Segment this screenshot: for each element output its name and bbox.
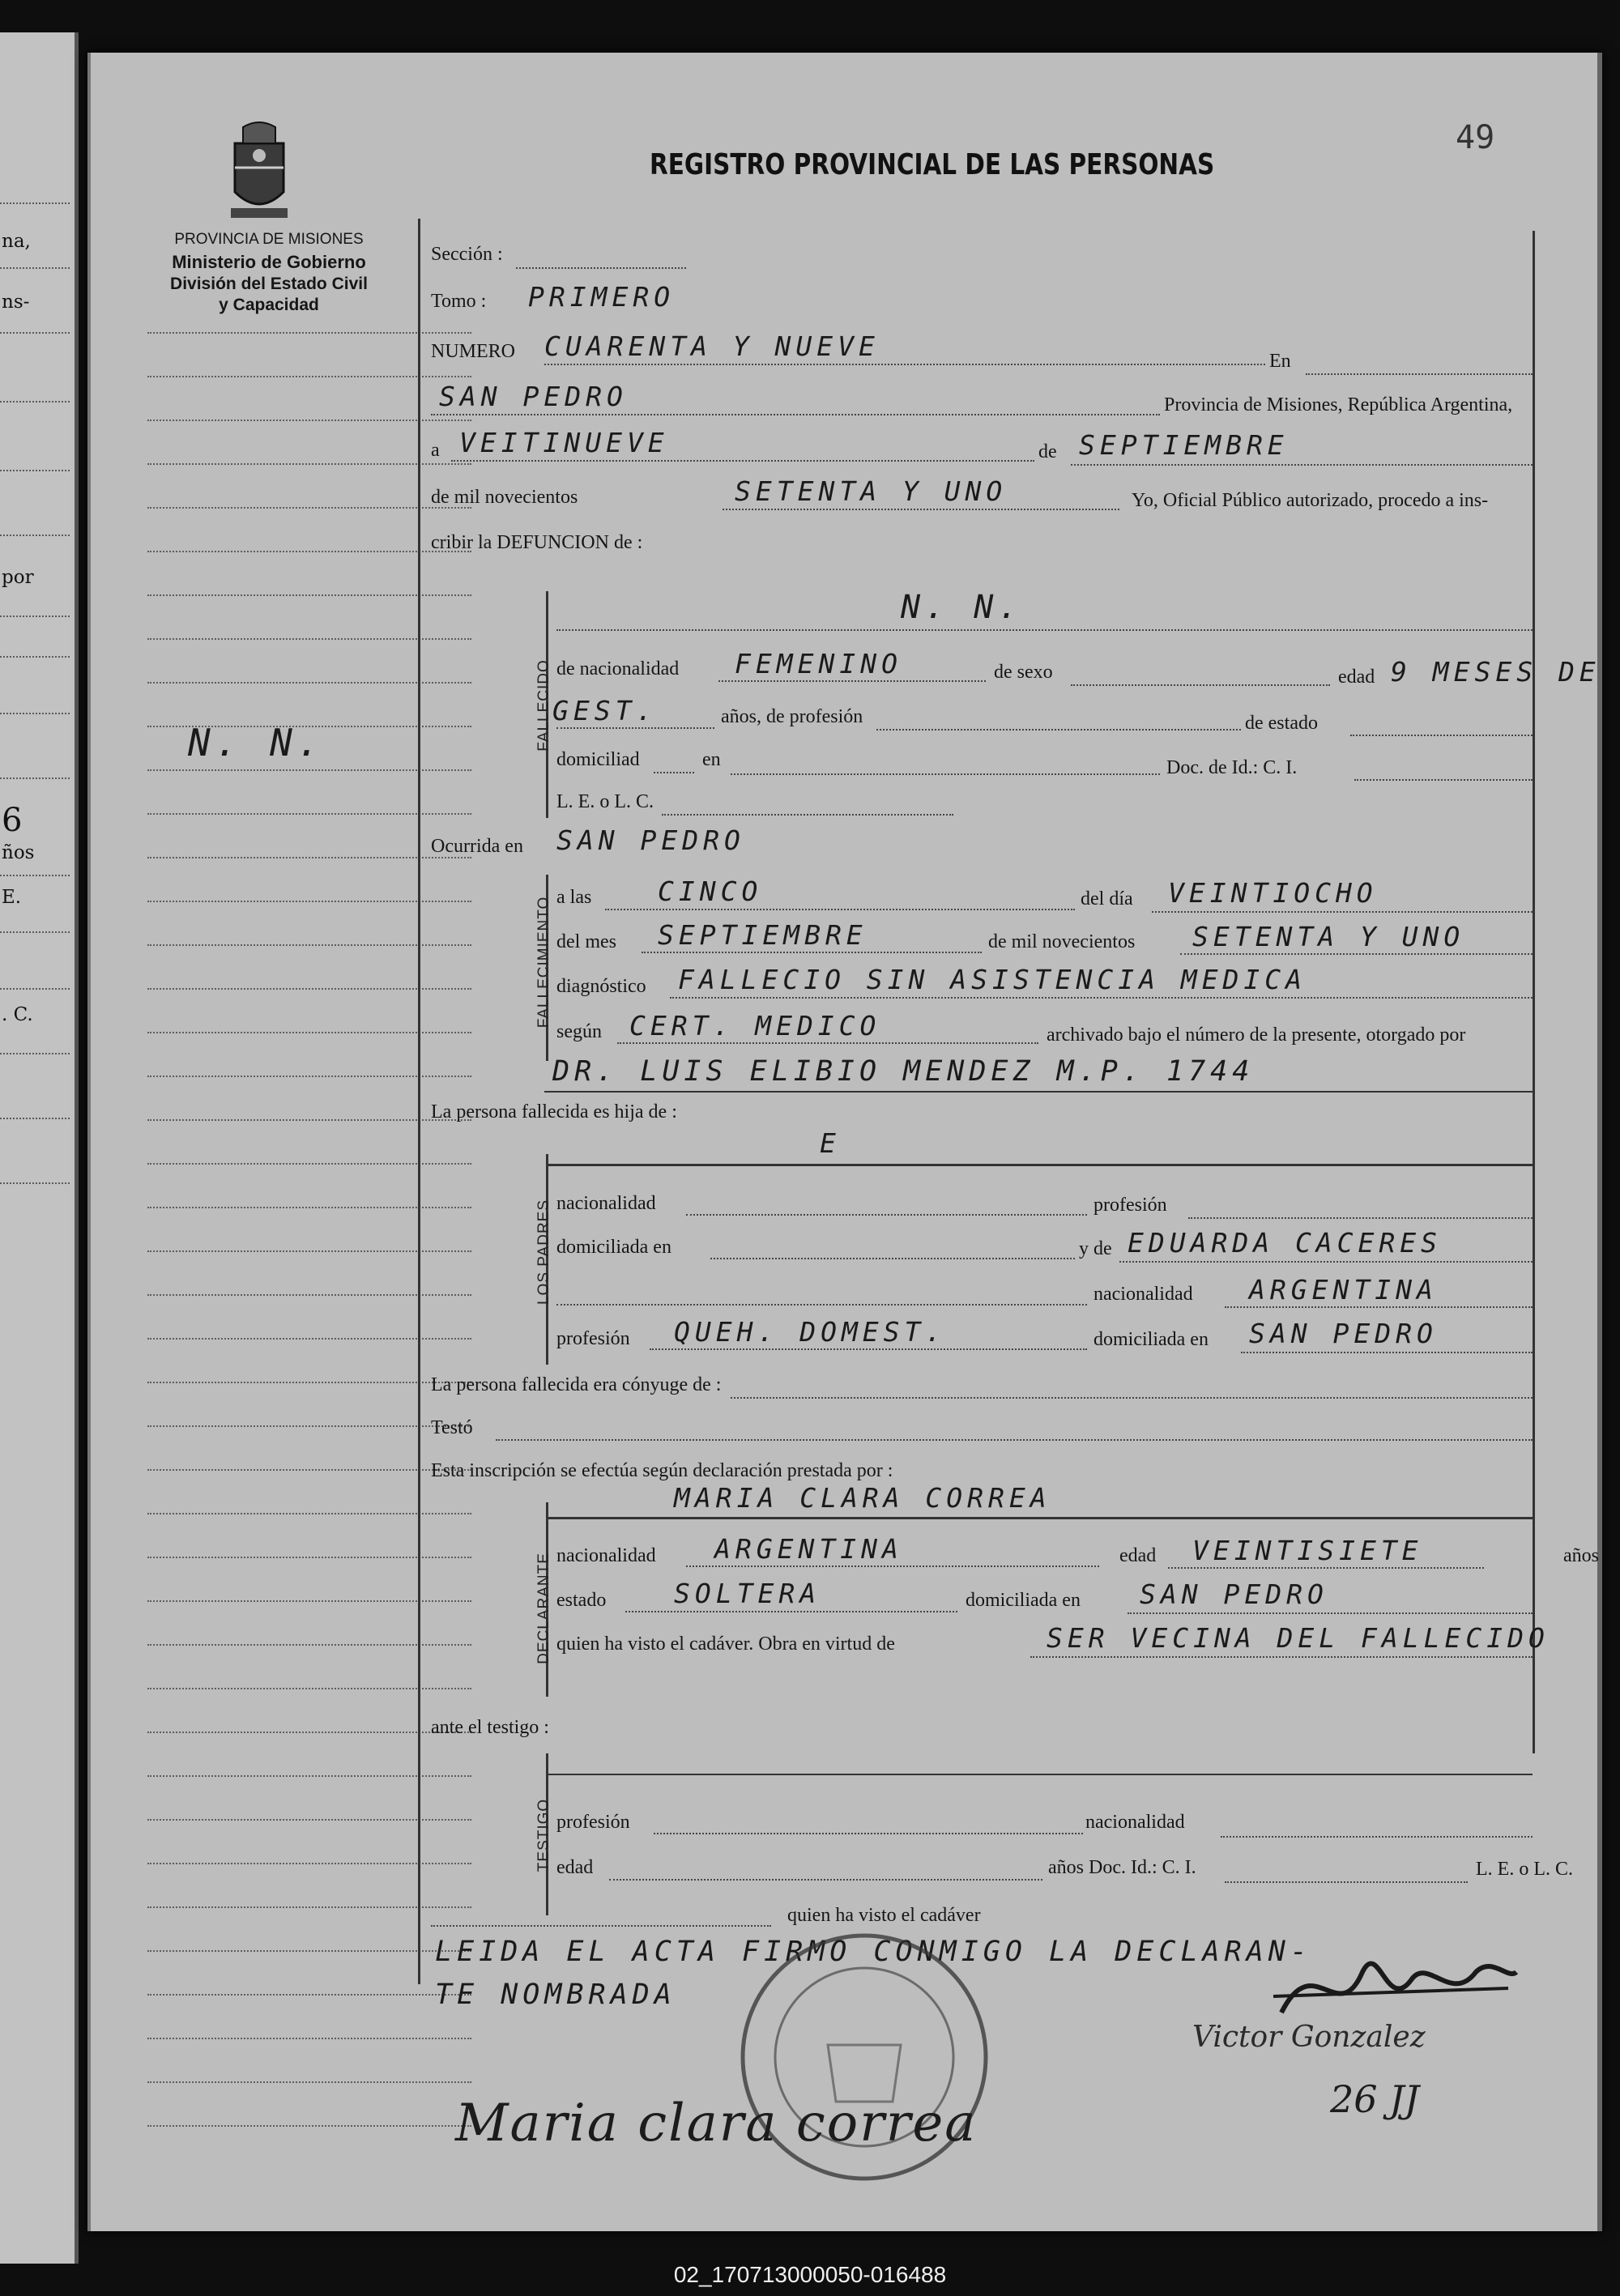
margin-ruled-line (147, 1119, 471, 1121)
margin-ruled-line (147, 1032, 471, 1033)
testo-label: Testó (431, 1417, 473, 1438)
t-edad-label: edad (556, 1857, 594, 1878)
sexo-label: de sexo (994, 662, 1053, 683)
official-seal-icon (731, 1923, 998, 2195)
decl-estado-value: SOLTERA (674, 1578, 821, 1609)
madre-nacionalidad-value: ARGENTINA (1249, 1274, 1438, 1306)
en2-label: en (702, 749, 721, 770)
margin-ruled-line (147, 1425, 471, 1427)
a-label: a (431, 440, 440, 461)
margin-ruled-line (147, 1819, 471, 1821)
numero-label: NUMERO (431, 341, 516, 362)
tomo-label: Tomo : (431, 291, 487, 312)
margin-ruled-line (147, 1688, 471, 1689)
seccion-label: Sección : (431, 244, 503, 265)
anio-fall-value: SETENTA Y UNO (1192, 921, 1465, 952)
margin-ruled-line (147, 1994, 471, 1996)
margin-ruled-line (147, 1950, 471, 1952)
previous-page-strip (0, 32, 79, 2264)
margin-ruled-line (147, 1469, 471, 1471)
capacity-name: y Capacidad (219, 296, 319, 314)
en-label: En (1269, 351, 1291, 372)
dia-fall-value: VEINTIOCHO (1168, 877, 1378, 909)
edad-value-2: GEST. (552, 695, 658, 726)
margin-ruled-line (147, 463, 471, 465)
del-mes-label: del mes (556, 931, 616, 952)
d-quien-label: quien ha visto el cadáver. Obra en virtud de (556, 1634, 895, 1655)
hija-de-label: La persona fallecida es hija de : (431, 1101, 677, 1122)
margin-ruled-line (147, 2038, 471, 2039)
estado-label: de estado (1245, 713, 1318, 734)
sexo-value: FEMENINO (735, 648, 902, 679)
testigo-side-label: TESTIGO (535, 1798, 552, 1872)
ocurrida-label: Ocurrida en (431, 836, 523, 857)
margin-ruled-line (147, 944, 471, 946)
margin-ruled-line (147, 507, 471, 509)
left-fragment: na, (2, 231, 31, 252)
margin-ruled-line (147, 1775, 471, 1777)
doc-label: Doc. de Id.: C. I. (1166, 757, 1298, 778)
inscripcion-label: Esta inscripción se efectúa según declaración prestada por : (431, 1460, 893, 1481)
medico-value: DR. LUIS ELIBIO MENDEZ M.P. 1744 (552, 1055, 1255, 1088)
coat-of-arms-icon (219, 119, 300, 228)
p-nacionalidad2-label: nacionalidad (1094, 1284, 1193, 1305)
declarante-signature: Maria clara correa (455, 2094, 978, 2153)
left-fragment: . C. (2, 1004, 33, 1025)
margin-ruled-line (147, 2081, 471, 2083)
margin-ruled-line (147, 1863, 471, 1864)
margin-ruled-line (147, 901, 471, 902)
margin-ruled-line (147, 638, 471, 640)
mes-value: SEPTIEMBRE (1079, 429, 1289, 461)
edad-value-1: 9 MESES DE (1391, 656, 1601, 688)
diagnostico-value: FALLECIO SIN ASISTENCIA MEDICA (678, 964, 1307, 995)
margin-ruled-line (147, 1076, 471, 1077)
numero-value: CUARENTA Y NUEVE (544, 330, 880, 362)
mil-nov2-label: de mil novecientos (988, 931, 1136, 952)
margin-ruled-line (147, 1732, 471, 1733)
fallecido-side-label: FALLECIDO (535, 659, 552, 752)
d-edad-label: edad (1119, 1545, 1157, 1566)
oficial-label: Yo, Oficial Público autorizado, procedo a ins- (1132, 490, 1489, 511)
lugar-value: SAN PEDRO (439, 381, 628, 412)
madre-profesion-value: QUEH. DOMEST. (674, 1316, 947, 1348)
de-label: de (1038, 441, 1057, 462)
p-profesion-label: profesión (1094, 1195, 1167, 1216)
document-title: REGISTRO PROVINCIAL DE LAS PERSONAS (650, 148, 1215, 181)
margin-ruled-line (147, 376, 471, 377)
nombre-value: N. N. (901, 589, 1023, 626)
margin-ruled-line (147, 1338, 471, 1340)
hora-value: CINCO (658, 875, 763, 907)
ocurrida-value: SAN PEDRO (556, 824, 745, 856)
nota-line-2: TE NOMBRADA (435, 1979, 676, 2011)
margin-ruled-line (147, 1163, 471, 1165)
decl-edad-value: VEINTISIETE (1192, 1535, 1423, 1566)
d-nacionalidad-label: nacionalidad (556, 1545, 656, 1566)
margin-ruled-line (147, 682, 471, 684)
segun-label: según (556, 1021, 602, 1042)
provincia-label: Provincia de Misiones, República Argentina, (1164, 394, 1513, 415)
margin-ruled-line (147, 1644, 471, 1646)
decl-nacionalidad-value: ARGENTINA (714, 1533, 903, 1565)
p-profesion2-label: profesión (556, 1328, 630, 1349)
del-dia-label: del día (1081, 888, 1133, 909)
right-vertical-rule (1533, 231, 1535, 1753)
dia-value: VEITINUEVE (459, 427, 669, 458)
tomo-value: PRIMERO (528, 281, 676, 313)
d-anos-label: años (1563, 1545, 1599, 1566)
segun-value: CERT. MEDICO (629, 1010, 881, 1042)
diagnostico-label: diagnóstico (556, 976, 646, 997)
margin-ruled-line (147, 1513, 471, 1514)
t-nacionalidad-label: nacionalidad (1085, 1812, 1185, 1833)
y-de-label: y de (1079, 1238, 1112, 1259)
padres-side-label: LOS PADRES (535, 1199, 552, 1306)
mes-fall-value: SEPTIEMBRE (658, 919, 868, 951)
margin-name: N. N. (188, 721, 325, 765)
declarante-side-label: DECLARANTE (535, 1553, 552, 1664)
margin-ruled-line (147, 551, 471, 552)
anos-profesion-label: años, de profesión (721, 706, 863, 727)
margin-ruled-line (147, 857, 471, 858)
margin-ruled-line (147, 1557, 471, 1558)
left-fragment: por (2, 567, 34, 588)
p-domiciliada2-label: domiciliada en (1094, 1329, 1209, 1350)
left-fragment: ns- (2, 292, 30, 313)
anio-value: SETENTA Y UNO (735, 475, 1008, 507)
official-name-signature: Victor Gonzalez (1192, 2021, 1426, 2054)
margin-ruled-line (147, 2125, 471, 2127)
cribir-label: cribir la DEFUNCION de : (431, 532, 643, 553)
margin-ruled-line (147, 1600, 471, 1602)
margin-ruled-line (147, 420, 471, 421)
nota-line-1: LEIDA EL ACTA FIRMO CONMIGO LA DECLARAN- (435, 1936, 1312, 1968)
margin-ruled-line (147, 1906, 471, 1908)
official-note: 26 JJ (1330, 2077, 1420, 2121)
de-mil-label: de mil novecientos (431, 487, 578, 508)
margin-ruled-line (147, 769, 471, 771)
decl-domicilio-value: SAN PEDRO (1140, 1578, 1328, 1610)
division-name: División del Estado Civil (170, 275, 368, 293)
margin-ruled-line (147, 1382, 471, 1383)
fallecimiento-side-label: FALLECIMIENTO (535, 896, 552, 1029)
decl-virtud-value: SER VECINA DEL FALLECIDO (1047, 1622, 1550, 1654)
death-certificate-page (87, 53, 1602, 2231)
madre-domicilio-value: SAN PEDRO (1249, 1318, 1438, 1349)
d-domiciliada-label: domiciliada en (966, 1590, 1081, 1611)
d-estado-label: estado (556, 1590, 607, 1611)
madre-value: EDUARDA CACERES (1128, 1227, 1443, 1259)
margin-ruled-line (147, 594, 471, 596)
t-profesion-label: profesión (556, 1812, 630, 1833)
le-lc-label: L. E. o L. C. (556, 791, 654, 812)
p-nacionalidad-label: nacionalidad (556, 1193, 656, 1214)
margin-ruled-line (147, 988, 471, 990)
t-quien-label: quien ha visto el cadáver (787, 1905, 981, 1926)
t-le-lc-label: L. E. o L. C. (1476, 1859, 1573, 1880)
t-anos-doc-label: años Doc. Id.: C. I. (1048, 1857, 1196, 1878)
margin-ruled-line (147, 1207, 471, 1208)
left-fragment: 6 (2, 802, 23, 839)
province-name: PROVINCIA DE MISIONES (174, 231, 364, 248)
margin-ruled-line (147, 813, 471, 815)
left-fragment: E. (2, 887, 22, 908)
margin-ruled-line (147, 1294, 471, 1296)
margin-ruled-line (147, 332, 471, 334)
ante-label: ante el testigo : (431, 1717, 549, 1738)
ministry-name: Ministerio de Gobierno (172, 252, 366, 272)
padre-value: E (820, 1127, 841, 1159)
declarante-value: MARIA CLARA CORREA (674, 1482, 1051, 1514)
main-vertical-rule (418, 219, 420, 1984)
a-las-label: a las (556, 887, 592, 908)
margin-ruled-line (147, 1250, 471, 1252)
domiciliad-label: domiciliad (556, 749, 640, 770)
p-domiciliada-label: domiciliada en (556, 1237, 671, 1258)
page-number: 49 (1456, 119, 1495, 156)
edad-label: edad (1338, 667, 1375, 688)
archivado-label: archivado bajo el número de la presente, otorgado por (1047, 1024, 1466, 1046)
nacionalidad-label: de nacionalidad (556, 658, 680, 679)
image-id-caption: 02_170713000050-016488 (673, 2262, 947, 2287)
conyuge-label: La persona fallecida era cónyuge de : (431, 1374, 722, 1395)
left-fragment: ños (2, 842, 35, 863)
